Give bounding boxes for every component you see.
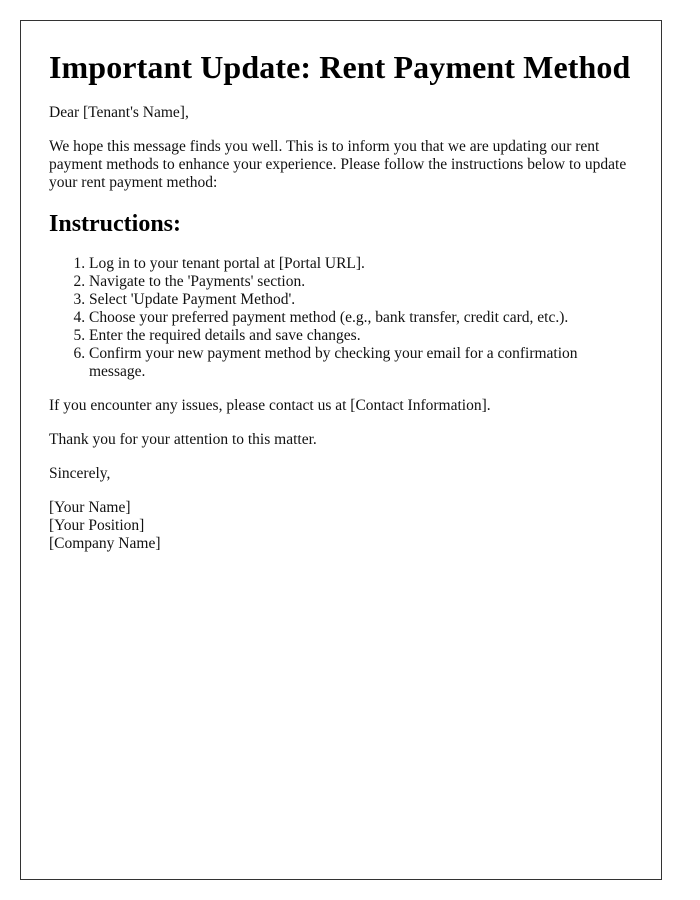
letter-title: Important Update: Rent Payment Method: [49, 49, 631, 85]
intro-paragraph: We hope this message finds you well. This is to inform you that we are updating our rent payment methods to enhance your experience. Please follow the instructions below to update your rent payment method:: [49, 138, 627, 191]
contact-paragraph: If you encounter any issues, please contact us at [Contact Information].: [49, 397, 491, 414]
signature-block: [49, 499, 633, 553]
instruction-item: 1. Log in to your tenant portal at [Portal URL].: [89, 255, 633, 273]
salutation: Dear [Tenant's Name],: [49, 104, 189, 121]
signature-position: [Your Position]: [49, 517, 145, 534]
instruction-item: 4. Choose your preferred payment method (e.g., bank transfer, credit card, etc.).: [89, 309, 633, 327]
instruction-item: 2. Navigate to the 'Payments' section.: [89, 273, 633, 291]
instruction-item: 3. Select 'Update Payment Method'.: [89, 291, 633, 309]
thanks-paragraph: Thank you for your attention to this matter.: [49, 431, 317, 448]
instructions-heading: Instructions:: [49, 211, 182, 237]
instruction-item: 6. Confirm your new payment method by checking your email for a confirmation message.: [89, 345, 633, 381]
instructions-list: [49, 255, 633, 381]
signature-name: [Your Name]: [49, 499, 131, 516]
signature-company: [Company Name]: [49, 535, 161, 552]
instruction-item: 5. Enter the required details and save changes.: [89, 327, 633, 345]
letter-container: [20, 20, 662, 880]
closing: Sincerely,: [49, 465, 111, 482]
